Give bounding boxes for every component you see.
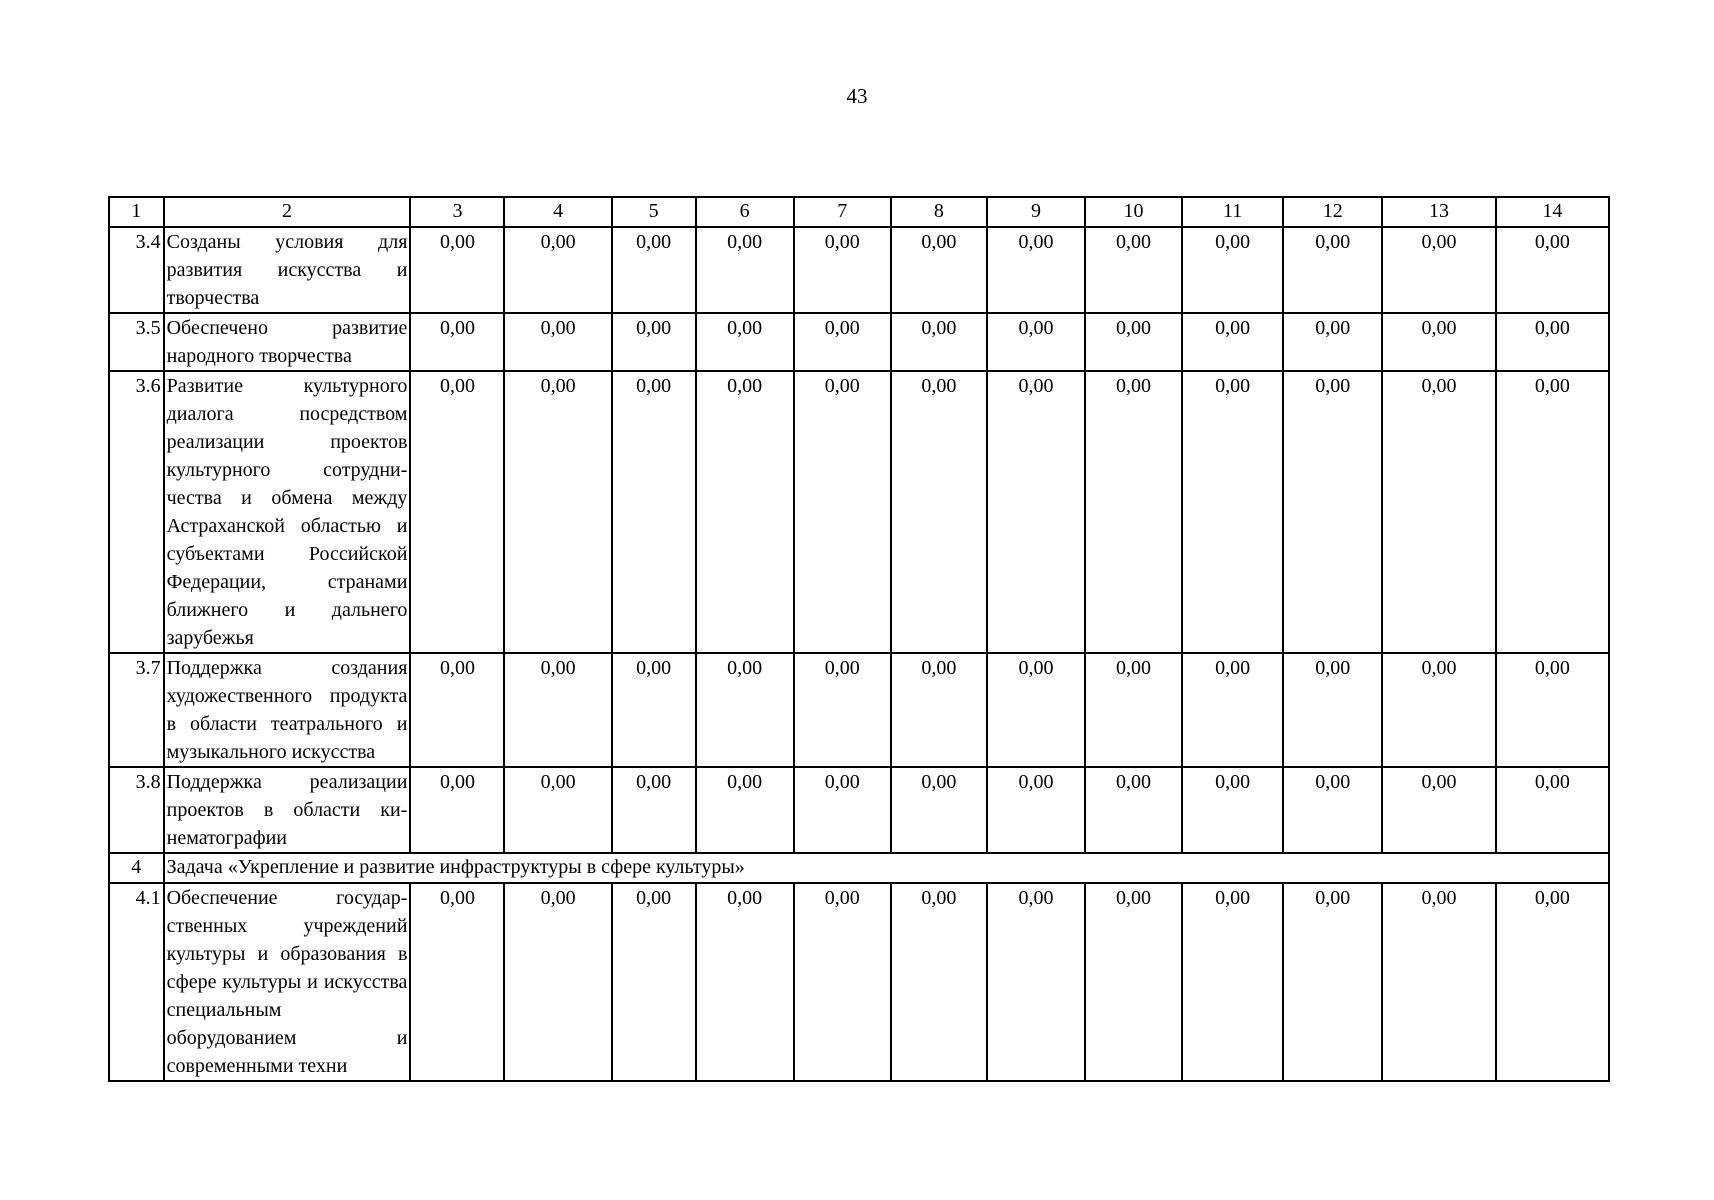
value-cell: 0,00 <box>612 227 696 313</box>
value-cell: 0,00 <box>794 313 891 371</box>
row-name: Обеспечено развитие народного творчества <box>164 313 411 371</box>
row-name: Созданы условия для развития искусства и творчества <box>164 227 411 313</box>
value-cell: 0,00 <box>1085 313 1182 371</box>
value-cell: 0,00 <box>794 653 891 767</box>
column-header: 3 <box>410 197 504 227</box>
column-header: 2 <box>164 197 411 227</box>
value-cell: 0,00 <box>504 653 611 767</box>
value-cell: 0,00 <box>410 653 504 767</box>
value-cell: 0,00 <box>504 227 611 313</box>
value-cell: 0,00 <box>1283 653 1382 767</box>
value-cell: 0,00 <box>1283 371 1382 653</box>
value-cell: 0,00 <box>696 883 794 1081</box>
value-cell: 0,00 <box>1085 653 1182 767</box>
value-cell: 0,00 <box>612 767 696 853</box>
value-cell: 0,00 <box>1283 767 1382 853</box>
row-number: 3.8 <box>109 767 164 853</box>
value-cell: 0,00 <box>1182 767 1283 853</box>
value-cell: 0,00 <box>987 653 1085 767</box>
value-cell: 0,00 <box>1382 767 1495 853</box>
row-name: Развитие культурного диалога посредством реализации проектов культурного сотрудничества и обмена между Астраханской областью и субъектами Российской Федерации, странами ближнего и дальнего зарубежья <box>164 371 411 653</box>
row-name: Поддержка создания художественного продукта в области театрального и музыкального искусства <box>164 653 411 767</box>
column-header: 7 <box>794 197 891 227</box>
value-cell: 0,00 <box>612 371 696 653</box>
value-cell: 0,00 <box>987 313 1085 371</box>
column-header: 1 <box>109 197 164 227</box>
value-cell: 0,00 <box>1182 883 1283 1081</box>
value-cell: 0,00 <box>794 883 891 1081</box>
table-row <box>109 227 1609 313</box>
table-row <box>109 883 1609 1081</box>
value-cell: 0,00 <box>612 313 696 371</box>
value-cell: 0,00 <box>987 883 1085 1081</box>
value-cell: 0,00 <box>891 227 987 313</box>
row-name: Обеспечение государственных учреждений культуры и образования в сфере культуры и искусства специальным оборудованием и современными техни <box>164 883 411 1081</box>
column-header: 14 <box>1496 197 1609 227</box>
task-title: Задача «Укрепление и развитие инфраструктуры в сфере культуры» <box>164 853 1609 883</box>
value-cell: 0,00 <box>1382 371 1495 653</box>
value-cell: 0,00 <box>891 653 987 767</box>
column-header: 10 <box>1085 197 1182 227</box>
row-number: 4 <box>109 853 164 883</box>
value-cell: 0,00 <box>1283 883 1382 1081</box>
column-header: 9 <box>987 197 1085 227</box>
table-body <box>109 227 1609 1081</box>
value-cell: 0,00 <box>612 653 696 767</box>
value-cell: 0,00 <box>891 313 987 371</box>
value-cell: 0,00 <box>794 767 891 853</box>
column-header: 11 <box>1182 197 1283 227</box>
value-cell: 0,00 <box>987 767 1085 853</box>
value-cell: 0,00 <box>1085 227 1182 313</box>
column-header: 8 <box>891 197 987 227</box>
value-cell: 0,00 <box>1382 653 1495 767</box>
value-cell: 0,00 <box>1496 653 1609 767</box>
value-cell: 0,00 <box>696 313 794 371</box>
value-cell: 0,00 <box>612 883 696 1081</box>
value-cell: 0,00 <box>410 883 504 1081</box>
value-cell: 0,00 <box>987 371 1085 653</box>
value-cell: 0,00 <box>1496 371 1609 653</box>
table-row <box>109 767 1609 853</box>
page-number: 43 <box>846 84 868 108</box>
row-number: 3.4 <box>109 227 164 313</box>
value-cell: 0,00 <box>1085 767 1182 853</box>
value-cell: 0,00 <box>987 227 1085 313</box>
value-cell: 0,00 <box>1496 883 1609 1081</box>
value-cell: 0,00 <box>1496 767 1609 853</box>
value-cell: 0,00 <box>1182 653 1283 767</box>
value-cell: 0,00 <box>504 883 611 1081</box>
table-row <box>109 371 1609 653</box>
value-cell: 0,00 <box>504 371 611 653</box>
column-header: 6 <box>696 197 794 227</box>
value-cell: 0,00 <box>410 767 504 853</box>
value-cell: 0,00 <box>410 371 504 653</box>
value-cell: 0,00 <box>1182 313 1283 371</box>
value-cell: 0,00 <box>1085 883 1182 1081</box>
row-number: 4.1 <box>109 883 164 1081</box>
column-header: 12 <box>1283 197 1382 227</box>
row-number: 3.6 <box>109 371 164 653</box>
column-header: 13 <box>1382 197 1495 227</box>
column-header: 4 <box>504 197 611 227</box>
table-row <box>109 313 1609 371</box>
header-row <box>109 197 1609 227</box>
value-cell: 0,00 <box>891 883 987 1081</box>
column-header: 5 <box>612 197 696 227</box>
table-row <box>109 653 1609 767</box>
value-cell: 0,00 <box>794 227 891 313</box>
value-cell: 0,00 <box>1382 313 1495 371</box>
value-cell: 0,00 <box>504 313 611 371</box>
row-name: Поддержка реализации проектов в области кинематографии <box>164 767 411 853</box>
value-cell: 0,00 <box>696 767 794 853</box>
value-cell: 0,00 <box>1283 227 1382 313</box>
value-cell: 0,00 <box>410 227 504 313</box>
value-cell: 0,00 <box>891 371 987 653</box>
value-cell: 0,00 <box>1382 883 1495 1081</box>
row-number: 3.7 <box>109 653 164 767</box>
task-row <box>109 853 1609 883</box>
value-cell: 0,00 <box>1496 313 1609 371</box>
value-cell: 0,00 <box>1382 227 1495 313</box>
value-cell: 0,00 <box>410 313 504 371</box>
value-cell: 0,00 <box>696 371 794 653</box>
value-cell: 0,00 <box>504 767 611 853</box>
value-cell: 0,00 <box>696 227 794 313</box>
value-cell: 0,00 <box>1182 371 1283 653</box>
value-cell: 0,00 <box>1085 371 1182 653</box>
row-number: 3.5 <box>109 313 164 371</box>
value-cell: 0,00 <box>696 653 794 767</box>
value-cell: 0,00 <box>794 371 891 653</box>
value-cell: 0,00 <box>1496 227 1609 313</box>
value-cell: 0,00 <box>1182 227 1283 313</box>
value-cell: 0,00 <box>891 767 987 853</box>
value-cell: 0,00 <box>1283 313 1382 371</box>
column-number-header <box>109 197 1609 227</box>
budget-table <box>108 196 1610 1082</box>
